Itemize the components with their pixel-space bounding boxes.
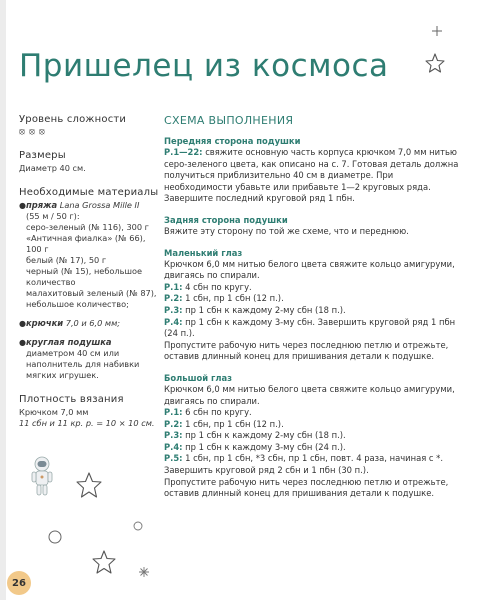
yarn-line: черный (№ 15), небольшое xyxy=(26,266,142,276)
pillow-text: диаметром 40 см или наполнитель для набивки мягких игрушек. xyxy=(26,348,140,380)
gauge-line: 11 сбн и 11 кр. р. = 10 × 10 см. xyxy=(19,418,155,428)
hooks-text: 7,0 и 6,0 мм; xyxy=(65,318,121,328)
page-number-badge: 26 xyxy=(7,571,31,595)
front-section xyxy=(164,136,464,205)
star-doodle-icon xyxy=(74,470,104,500)
yarn-line: белый (№ 17), 50 г xyxy=(26,255,107,265)
materials-yarn-item xyxy=(19,200,159,310)
small-eye-intro: Крючком 6,0 мм нитью белого цвета свяжите кольцо амигуруми, двигаясь по спирали. xyxy=(164,258,455,281)
materials-pillow-item xyxy=(19,337,159,381)
yarn-line: «Античная фиалка» (№ 66), xyxy=(26,233,146,243)
gauge-section xyxy=(19,394,159,429)
yarn-ball-icon: ⦻ xyxy=(19,127,25,137)
front-text: свяжите основную часть корпуса крючком 7,0 мм нитью серо-зеленого цвета, как описано на с. 7. Готовая деталь должна получиться приблизительно 40 см в диаметре. При необходимости убавьте или прибавьте 1—2 круговых ряда. Завершите последний круговой ряд 1 пбн. xyxy=(164,147,459,204)
sizes-text: Диаметр 40 см. xyxy=(19,163,86,173)
back-text: Вяжите эту сторону по той же схеме, что и переднюю. xyxy=(164,225,409,236)
row-text: пр 1 сбн к каждому 2-му сбн (18 п.). xyxy=(185,304,346,315)
row-label: Р.3: xyxy=(164,430,183,441)
small-eye-section xyxy=(164,248,464,363)
difficulty-section xyxy=(19,114,159,137)
small-eye-outro: Пропустите рабочую нить через последнюю петлю и отрежьте, оставив длинный конец для пришивания детали к подушке. xyxy=(164,339,449,362)
big-eye-outro: Пропустите рабочую нить через последнюю петлю и отрежьте, оставив длинный конец для пришивания детали к подушке. xyxy=(164,476,449,499)
big-eye-heading: Большой глаз xyxy=(164,372,233,383)
materials-hooks-item xyxy=(19,318,159,329)
back-section xyxy=(164,215,464,238)
yarn-line: серо-зеленый (№ 116), 300 г xyxy=(26,222,149,232)
row-label: Р.1: xyxy=(164,407,183,418)
back-heading: Задняя сторона подушки xyxy=(164,214,288,225)
pillow-label: круглая подушка xyxy=(26,337,112,347)
hooks-label: крючки xyxy=(26,318,64,328)
yarn-line: 100 г xyxy=(26,244,49,254)
yarn-line: количество xyxy=(26,277,76,287)
yarn-ball-icon: ⦻ xyxy=(38,127,45,137)
yarn-label: пряжа xyxy=(26,200,58,210)
gauge-heading: Плотность вязания xyxy=(19,394,124,405)
difficulty-heading: Уровень сложности xyxy=(19,114,127,125)
sparkle-doodle-icon xyxy=(431,25,443,37)
row-text: 6 сбн по кругу. xyxy=(185,407,252,418)
small-eye-heading: Маленький глаз xyxy=(164,247,243,258)
circle-doodle-icon xyxy=(132,520,144,532)
yarn-line: малахитовый зеленый (№ 87), xyxy=(26,288,157,298)
sparkle-doodle-icon xyxy=(138,566,150,578)
bullet-icon: ● xyxy=(19,338,26,347)
row-text: пр 1 сбн к каждому 2-му сбн (18 п.). xyxy=(185,430,346,441)
page-edge xyxy=(0,0,6,600)
row-text: 1 сбн, пр 1 сбн (12 п.). xyxy=(185,293,284,304)
yarn-brand: Lana Grossa Mille II xyxy=(59,200,140,210)
front-heading: Передняя сторона подушки xyxy=(164,136,301,146)
row-label: Р.4: xyxy=(164,441,183,452)
sizes-section xyxy=(19,150,159,174)
bullet-icon: ● xyxy=(19,201,26,210)
sizes-heading: Размеры xyxy=(19,150,66,161)
page-title: Пришелец из космоса xyxy=(19,48,389,84)
row-text: 1 сбн, пр 1 сбн, *3 сбн, пр 1 сбн, повт. 4 раза, начиная с *. Завершить круговой ряд 2 сбн и 1 пбн (30 п.). xyxy=(164,453,444,476)
yarn-line: (55 м / 50 г): xyxy=(26,211,80,221)
scheme-title: СХЕМА ВЫПОЛНЕНИЯ xyxy=(164,114,294,127)
row-label: Р.3: xyxy=(164,304,183,315)
row-label: Р.1: xyxy=(164,281,183,292)
star-doodle-icon xyxy=(424,52,446,74)
row-label: Р.1—22: xyxy=(164,147,203,157)
gauge-line: Крючком 7,0 мм xyxy=(19,407,89,417)
astronaut-illustration-icon xyxy=(28,454,56,498)
big-eye-intro: Крючком 6,0 мм нитью белого цвета свяжите кольцо амигуруми, двигаясь по спирали. xyxy=(164,383,455,406)
materials-heading: Необходимые материалы xyxy=(19,187,159,198)
row-label: Р.4: xyxy=(164,316,183,327)
row-text: пр 1 сбн к каждому 3-му сбн (24 п.). xyxy=(185,441,346,452)
bullet-icon: ● xyxy=(19,319,26,328)
right-column xyxy=(164,114,464,510)
row-label: Р.2: xyxy=(164,418,183,429)
materials-section xyxy=(19,187,159,381)
star-doodle-icon xyxy=(90,548,118,576)
big-eye-section xyxy=(164,373,464,500)
yarn-line: небольшое количество; xyxy=(26,299,129,309)
row-text: пр 1 сбн к каждому 3-му сбн. Завершить круговой ряд 1 пбн (24 п.). xyxy=(164,316,456,339)
row-label: Р.5: xyxy=(164,453,183,464)
difficulty-icons xyxy=(19,127,159,137)
row-text: 4 сбн по кругу. xyxy=(185,281,252,292)
yarn-ball-icon: ⦻ xyxy=(28,127,35,137)
row-text: 1 сбн, пр 1 сбн (12 п.). xyxy=(185,418,284,429)
circle-doodle-icon xyxy=(46,528,64,546)
left-column xyxy=(19,114,159,442)
row-label: Р.2: xyxy=(164,293,183,304)
